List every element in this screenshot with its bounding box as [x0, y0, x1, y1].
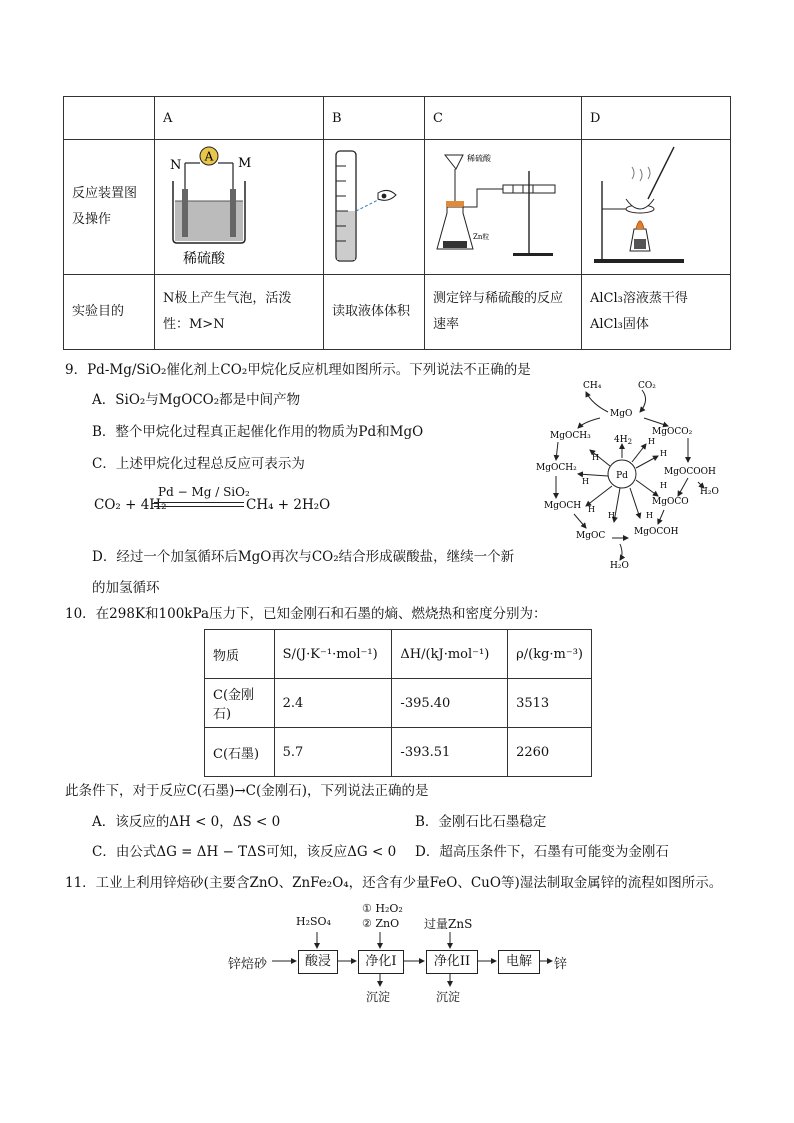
q10-cell: 2260 — [508, 728, 592, 777]
q10-cell: C(石墨) — [205, 728, 275, 777]
label-ch4: CH₄ — [583, 381, 602, 391]
flow-end-label: 锌 — [554, 957, 568, 972]
q10-cell: 3513 — [508, 679, 592, 728]
flow-precipitate-2: 沉淀 — [436, 990, 461, 1004]
label-mgoco: MgOCO — [652, 497, 689, 507]
label-mgoch3: MgOCH₃ — [550, 431, 591, 441]
label-h-8: H — [648, 437, 655, 446]
q10-option-b: B．金刚石比石墨稳定 — [415, 814, 547, 830]
flow-precipitate-1: 沉淀 — [366, 990, 391, 1004]
flow-step-acid-leach: 酸浸 — [298, 950, 338, 974]
q8-goal-d-line2: AlCl₃固体 — [590, 317, 649, 332]
electrode-m-label: M — [238, 156, 252, 171]
q10-option-d: D．超高压条件下，石墨有可能变为金刚石 — [415, 844, 669, 860]
q8-table — [63, 96, 731, 350]
q8-header-b: B — [324, 97, 425, 140]
label-mgocoh: MgOCOH — [634, 527, 679, 537]
q8-header-blank — [64, 97, 155, 140]
equation-products: CH₄ + 2H₂O — [246, 497, 331, 513]
q11-stem: 11．工业上利用锌焙砂(主要含ZnO、ZnFe₂O₄，还含有少量FeO、CuO等)湿法制取金属锌的流程如图所示。 — [65, 875, 723, 891]
q8-row-label-purpose: 实验目的 — [64, 275, 155, 350]
galvanic-cell-diagram — [163, 141, 303, 269]
q8-cell-a-image — [155, 140, 324, 275]
q11-flowchart — [220, 900, 580, 1010]
zinc-granule-label: Zn粒 — [473, 233, 490, 241]
q10-subquestion: 此条件下，对于反应C(石墨)→C(金刚石)，下列说法正确的是 — [65, 783, 429, 799]
funnel-acid-label: 稀硫酸 — [467, 154, 491, 163]
q10-cell: 2.4 — [274, 679, 392, 728]
evaporation-apparatus-diagram — [590, 141, 700, 269]
label-mgoch: MgOCH — [544, 501, 582, 511]
label-h-4: H — [608, 511, 615, 520]
label-4h2-subscript: 2 — [627, 438, 633, 446]
q8-cell-c-image — [425, 140, 582, 275]
label-mgoc: MgOC — [576, 531, 606, 541]
q9-stem: 9．Pd-Mg/SiO₂催化剂上CO₂甲烷化反应机理如图所示。下列说法不正确的是 — [65, 362, 531, 378]
label-h-6: H — [660, 481, 667, 490]
electrode-n-label: N — [170, 158, 182, 173]
flow-start-label: 锌焙砂 — [228, 957, 268, 972]
label-pd: Pd — [616, 471, 628, 481]
q8-header-a: A — [155, 97, 324, 140]
label-h-5: H — [646, 511, 653, 520]
q8-goal-a: N极上产生气泡，活泼性：M>N — [155, 275, 324, 350]
label-mgoco2: MgOCO₂ — [652, 427, 693, 437]
flow-reagent-h2o2: ① H₂O₂ — [362, 902, 403, 915]
q9-option-b: B．整个甲烷化过程真正起催化作用的物质为Pd和MgO — [92, 424, 424, 440]
label-h-3: H — [588, 505, 595, 514]
q9-option-a: A．SiO₂与MgOCO₂都是中间产物 — [92, 392, 301, 408]
label-mgoch2: MgOCH₂ — [536, 463, 577, 473]
q8-cell-b-image — [324, 140, 425, 275]
q8-goal-d — [582, 275, 731, 350]
flow-step-purify-1: 净化I — [358, 950, 404, 974]
q10-cell: C(金刚石) — [205, 679, 275, 728]
q10-header-enthalpy: ΔH/(kJ·mol⁻¹) — [392, 630, 508, 679]
label-mgo: MgO — [610, 409, 633, 419]
q10-cell: 5.7 — [274, 728, 392, 777]
flow-arrows — [220, 900, 580, 1010]
label-h2o-bottom: H₂O — [610, 561, 629, 571]
flow-step-purify-2: 净化II — [426, 950, 478, 974]
q9-option-c: C．上述甲烷化过程总反应可表示为 — [92, 456, 305, 472]
table-row — [205, 728, 592, 777]
label-4h2 — [614, 435, 632, 446]
equation-condition: Pd − Mg / SiO₂ — [158, 485, 250, 499]
reaction-rate-apparatus-diagram — [433, 141, 561, 269]
label-h-7: H — [660, 449, 667, 458]
q10-option-a: A．该反应的ΔH < 0，ΔS < 0 — [92, 814, 281, 830]
q9-option-d-line2: 的加氢循环 — [92, 580, 160, 596]
flow-reagent-h2so4: H₂SO₄ — [296, 915, 331, 928]
flow-step-electrolysis: 电解 — [498, 950, 540, 974]
q8-header-c: C — [425, 97, 582, 140]
label-co2: CO₂ — [638, 381, 656, 391]
graduated-cylinder-diagram — [332, 141, 402, 269]
label-4h2-main: 4H — [614, 435, 628, 445]
label-h-2: H — [582, 477, 589, 486]
label-mgocooh: MgOCOOH — [664, 467, 716, 477]
q8-goal-d-line1: AlCl₃溶液蒸干得 — [590, 291, 688, 306]
flow-reagent-zns: 过量ZnS — [424, 917, 473, 931]
q10-cell: -393.51 — [392, 728, 508, 777]
q10-table — [204, 629, 592, 777]
dilute-sulfuric-acid-label: 稀硫酸 — [183, 251, 225, 267]
q10-header-density: ρ/(kg·m⁻³) — [508, 630, 592, 679]
q10-cell: -395.40 — [392, 679, 508, 728]
q8-header-d: D — [582, 97, 731, 140]
label-h-1: H — [592, 453, 599, 462]
table-row — [205, 679, 592, 728]
q8-cell-d-image — [582, 140, 731, 275]
q8-goal-c: 测定锌与稀硫酸的反应速率 — [425, 275, 582, 350]
q10-stem: 10．在298K和100kPa压力下，已知金刚石和石墨的熵、燃烧热和密度分别为： — [65, 606, 547, 622]
q10-header-entropy: S/(J·K⁻¹·mol⁻¹) — [274, 630, 392, 679]
q10-option-c: C．由公式ΔG = ΔH − TΔS可知，该反应ΔG < 0 — [92, 844, 397, 860]
q9-option-d-line1: D．经过一个加氢循环后MgO再次与CO₂结合形成碳酸盐，继续一个新 — [92, 549, 515, 565]
q8-row-label-apparatus: 反应装置图及操作 — [64, 140, 155, 275]
ammeter-label: A — [204, 149, 214, 164]
equation-equals-sign — [154, 502, 244, 507]
q10-header-substance: 物质 — [205, 630, 275, 679]
q8-goal-b: 读取液体体积 — [324, 275, 425, 350]
equation-reactants: CO₂ + 4H₂ — [94, 497, 167, 513]
flow-reagent-zno: ② ZnO — [362, 917, 400, 930]
q9-mechanism-diagram — [528, 378, 728, 576]
q9-total-equation — [90, 485, 330, 521]
label-h2o-right: H₂O — [700, 487, 719, 497]
